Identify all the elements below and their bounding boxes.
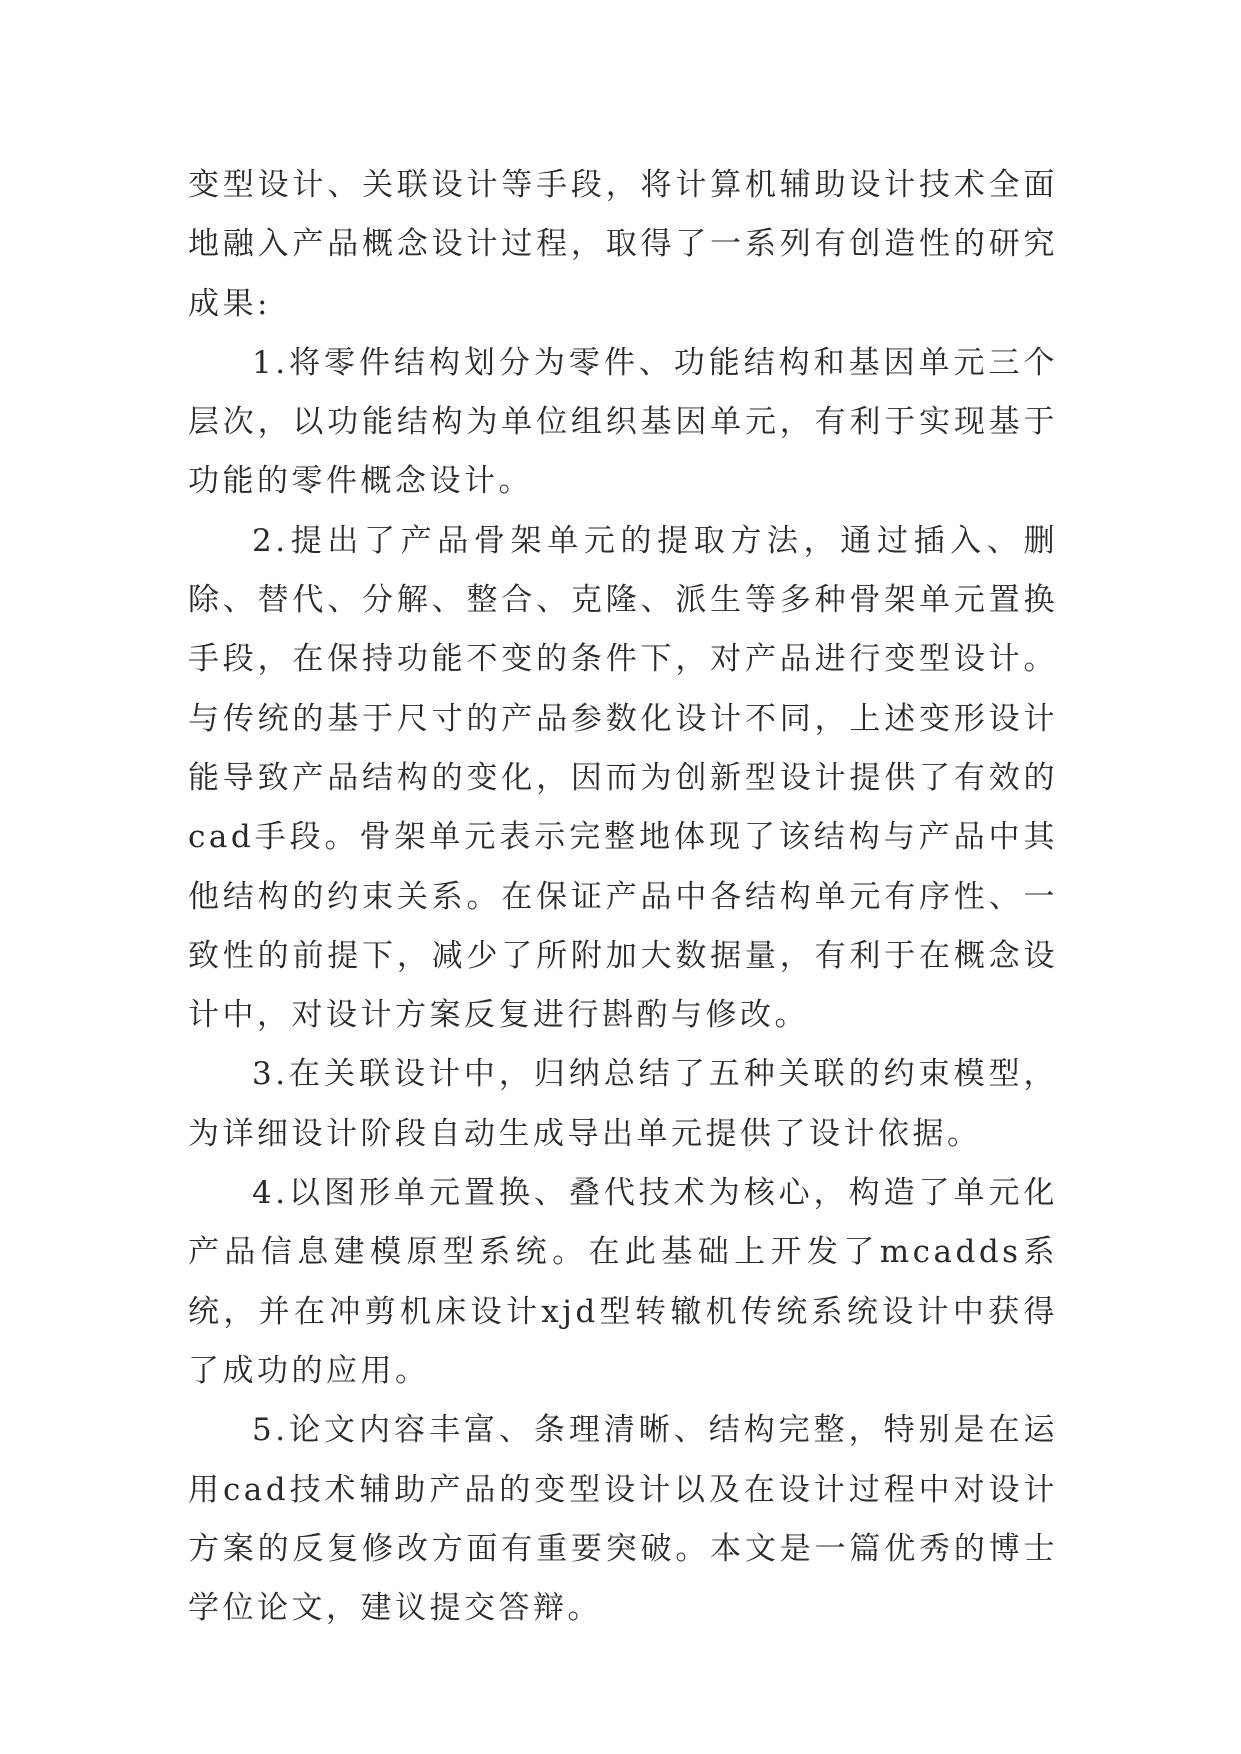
paragraph-item-1: 1.将零件结构划分为零件、功能结构和基因单元三个层次，以功能结构为单位组织基因单元，有利于实现基于功能的零件概念设计。 — [188, 344, 1058, 500]
paragraph-item-5: 5.论文内容丰富、条理清晰、结构完整，特别是在运用cad技术辅助产品的变型设计以及在设计过程中对设计方案的反复修改方面有重要突破。本文是一篇优秀的博士学位论文，建议提交答辩。 — [188, 1412, 1058, 1627]
paragraph-intro: 变型设计、关联设计等手段，将计算机辅助设计技术全面地融入产品概念设计过程，取得了一系列有创造性的研究成果: — [188, 167, 1058, 322]
paragraph-item-4: 4.以图形单元置换、叠代技术为核心，构造了单元化产品信息建模原型系统。在此基础上开发了mcadds系统，并在冲剪机床设计xjd型转辙机传统系统设计中获得了成功的应用。 — [188, 1175, 1058, 1389]
paragraph-item-3: 3.在关联设计中，归纳总结了五种关联的约束模型，为详细设计阶段自动生成导出单元提供了设计依据。 — [188, 1056, 1058, 1152]
body-text — [188, 156, 1058, 1638]
paragraph-item-2: 2.提出了产品骨架单元的提取方法，通过插入、删除、替代、分解、整合、克隆、派生等多种骨架单元置换手段，在保持功能不变的条件下，对产品进行变型设计。与传统的基于尺寸的产品参数化设计不同，上述变形设计能导致产品结构的变化，因而为创新型设计提供了有效的cad手段。骨架单元表示完整地体现了该结构与产品中其他结构的约束关系。在保证产品中各结构单元有序性、一致性的前提下，减少了所附加大数据量，有利于在概念设计中，对设计方案反复进行斟酌与修改。 — [188, 522, 1058, 1034]
